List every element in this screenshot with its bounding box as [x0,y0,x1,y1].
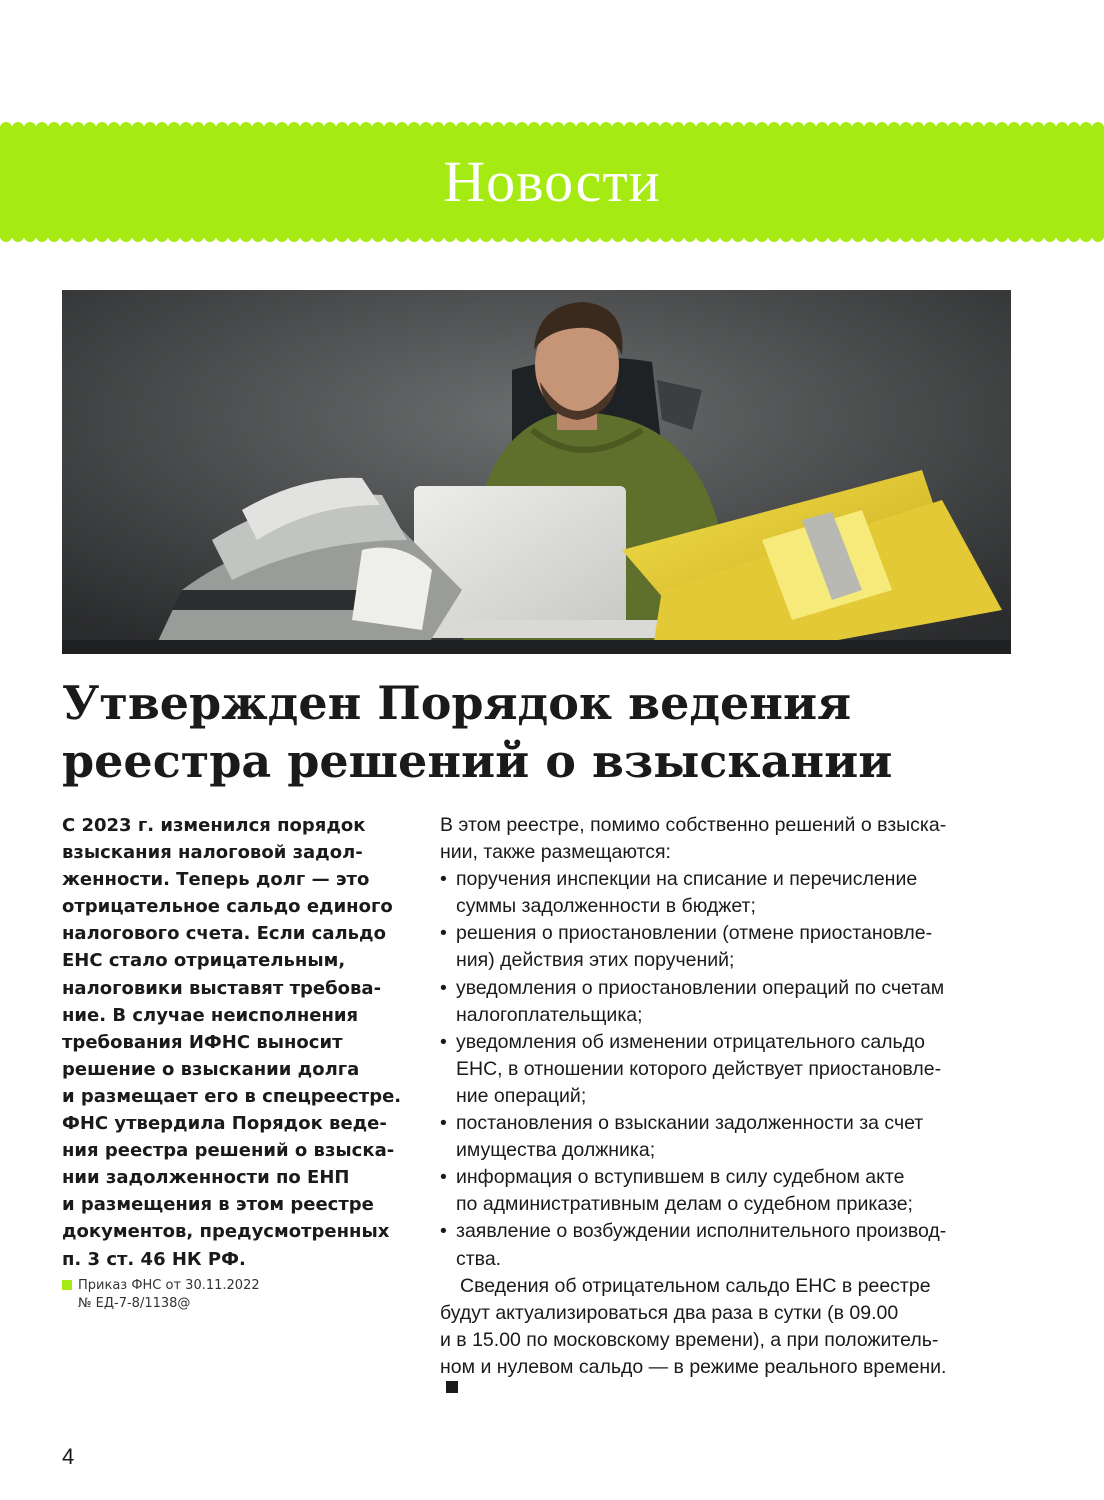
source-note-line: № ЕД-7-8/1138@ [78,1296,191,1311]
intro-line: В этом реестре, помимо собственно решений о взыска- [440,814,947,836]
section-banner [0,126,1104,238]
bullet-continuation: суммы задолженности в бюджет; [456,895,756,918]
closing-line: будут актуализироваться два раза в сутки (в 09.00 [440,1301,899,1324]
bullet-item: • заявление о возбуждении исполнительного производ- [440,1218,1020,1245]
end-of-article-icon [446,1381,458,1393]
section-title: Новости [443,149,661,214]
bullet-continuation: имущества должника; [456,1139,656,1162]
article-headline [62,674,1042,790]
lead-line: нии задолженности по ЕНП [62,1167,350,1189]
bullet-item: • уведомления о приостановлении операций по счетам [440,975,1020,1002]
lead-line: ЕНС стало отрицательным, [62,950,346,972]
article-body [440,812,1020,1393]
lead-line: п. 3 ст. 46 НК РФ. [62,1248,246,1270]
bullet-item: • решения о приостановлении (отмене приостановле- [440,920,1020,947]
bullet-continuation: по административным делам о судебном приказе; [456,1193,913,1216]
bullet-continuation: ЕНС, в отношении которого действует приостановле- [456,1057,942,1080]
bullet-continuation: ние операций; [456,1084,587,1107]
green-square-icon [62,1280,72,1290]
lead-line: взыскания налоговой задол- [62,842,363,864]
bullet-item: • постановления о взыскании задолженности за счет [440,1110,1020,1137]
lead-line: и размещает его в спецреестре. [62,1085,402,1107]
bullet-continuation: налогоплательщика; [456,1003,643,1026]
article-photo [62,290,1011,654]
lead-line: налоговики выставят требова- [62,977,382,999]
lead-line: решение о взыскании долга [62,1058,360,1080]
closing-line: и в 15.00 по московскому времени), а при положитель- [440,1328,939,1351]
lead-line: налогового счета. Если сальдо [62,923,386,945]
lead-line: ние. В случае неисполнения [62,1004,359,1026]
headline-line: Утвержден Порядок ведения [62,676,852,730]
bullet-continuation: ства. [456,1247,502,1270]
intro-line: нии, также размещаются: [440,841,671,864]
lead-line: С 2023 г. изменился порядок [62,815,366,836]
bullet-item: • информация о вступившем в силу судебном акте [440,1164,1020,1191]
bullet-continuation: ния) действия этих поручений; [456,949,735,972]
article-lead [62,812,402,1273]
lead-line: отрицательное сальдо единого [62,896,393,918]
source-note [62,1277,392,1313]
banner-scalloped-edge-top [0,120,1104,128]
lead-line: требования ИФНС выносит [62,1031,343,1053]
lead-line: женности. Теперь долг — это [62,869,370,891]
banner-scalloped-edge-bottom [0,236,1104,244]
bullet-item: • поручения инспекции на списание и перечисление [440,866,1020,893]
lead-line: документов, предусмотренных [62,1221,390,1243]
lead-line: и размещения в этом реестре [62,1194,374,1216]
closing-line: Сведения об отрицательном сальдо ЕНС в реестре [460,1274,931,1297]
headline-line: реестра решений о взыскании [62,734,893,788]
closing-line-last [440,1354,1020,1393]
lead-line: ФНС утвердила Порядок веде- [62,1113,387,1135]
page-number: 4 [62,1444,75,1469]
closing-line: ном и нулевом сальдо — в режиме реального времени. [440,1355,947,1378]
lead-line: ния реестра решений о взыска- [62,1140,395,1162]
source-note-line: Приказ ФНС от 30.11.2022 [78,1278,260,1293]
bullet-item: • уведомления об изменении отрицательного сальдо [440,1029,1020,1056]
